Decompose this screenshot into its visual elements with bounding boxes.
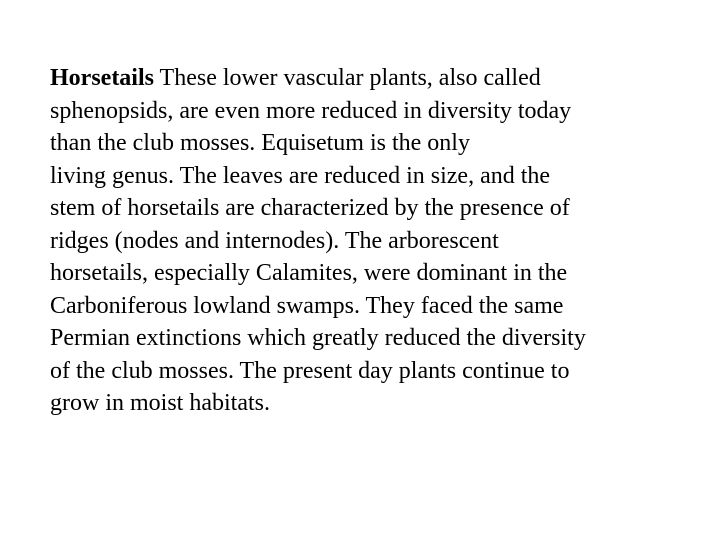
horsetails-paragraph xyxy=(50,62,680,420)
paragraph-line: living genus. The leaves are reduced in size, and the xyxy=(50,162,551,189)
paragraph-line xyxy=(50,62,680,95)
paragraph-line: than the club mosses. Equisetum is the only xyxy=(50,130,470,156)
paragraph-line: stem of horsetails are characterized by the presence of xyxy=(50,195,570,221)
heading-horsetails: Horsetails xyxy=(50,65,154,91)
paragraph-line: Permian extinctions which greatly reduced the diversity xyxy=(50,325,586,351)
paragraph-line: of the club mosses. The present day plants continue to xyxy=(50,357,570,384)
paragraph-line: sphenopsids, are even more reduced in diversity today xyxy=(50,97,572,124)
paragraph-line: ridges (nodes and internodes). The arborescent xyxy=(50,227,499,254)
paragraph-line: Carboniferous lowland swamps. They faced the same xyxy=(50,292,564,319)
paragraph-line-text: These lower vascular plants, also called xyxy=(153,65,541,91)
paragraph-line: grow in moist habitats. xyxy=(50,390,270,416)
paragraph-line: horsetails, especially Calamites, were dominant in the xyxy=(50,260,568,286)
